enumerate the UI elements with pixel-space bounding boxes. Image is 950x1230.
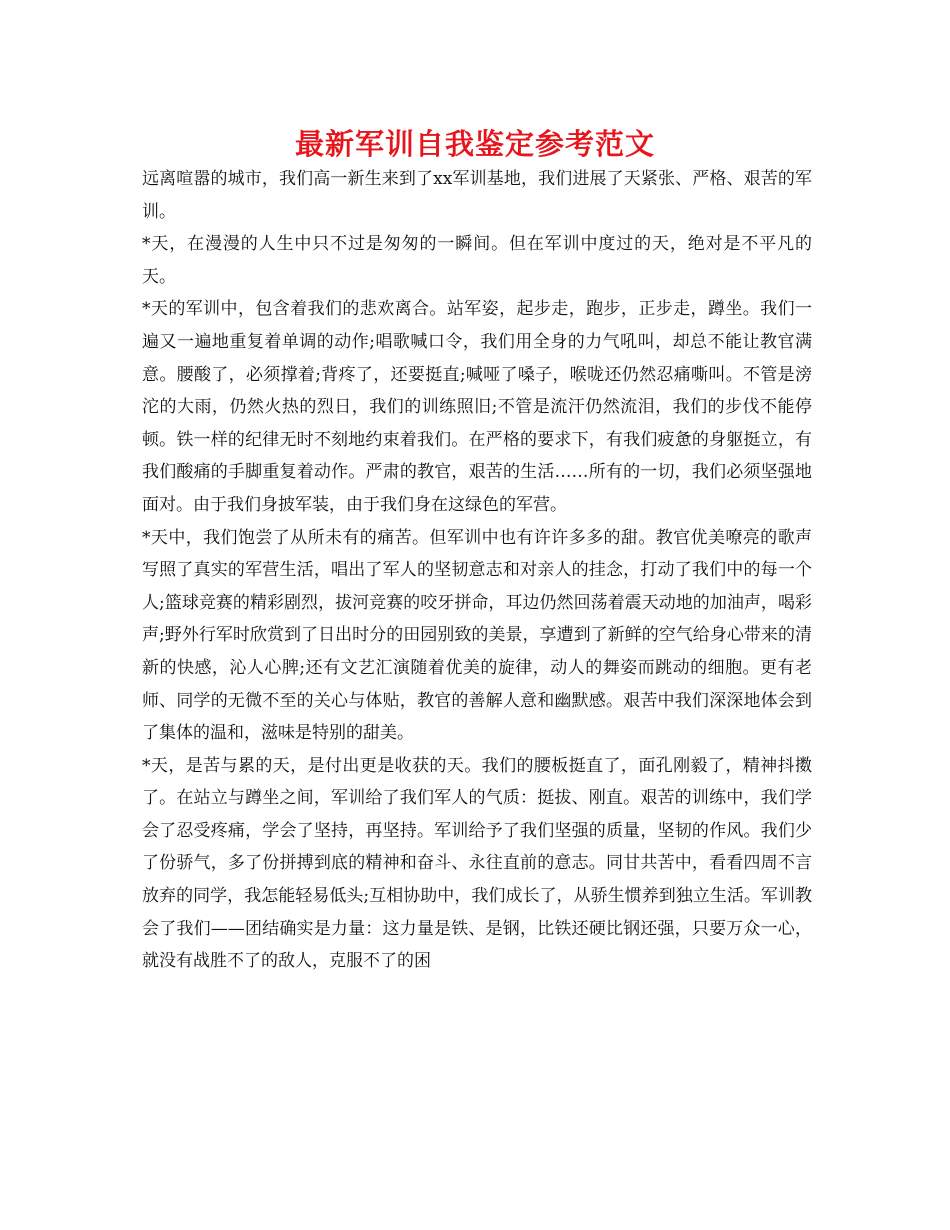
paragraph-1: 远离喧嚣的城市，我们高一新生来到了xx军训基地，我们进展了天紧张、严格、艰苦的军训。 — [142, 169, 812, 222]
paragraph-5: *天，是苦与累的天，是付出更是收获的天。我们的腰板挺直了，面孔刚毅了，精神抖擞了。在站立与蹲坐之间，军训给了我们军人的气质：挺拔、刚直。艰苦的训练中，我们学会了忍受疼痛，学会了坚持，再坚持。军训给予了我们坚强的质量，坚韧的作风。我们少了份骄气，多了份拼搏到底的精神和奋斗、永往直前的意志。同甘共苦中，看看四周不言放弃的同学，我怎能轻易低头;互相协助中，我们成长了，从骄生惯养到独立生活。军训教会了我们——团结确实是力量：这力量是铁、是钢，比铁还硬比钢还强，只要万众一心，就没有战胜不了的敌人，克服不了的困 — [142, 755, 812, 972]
paragraph-2: *天，在漫漫的人生中只不过是匆匆的一瞬间。但在军训中度过的天，绝对是不平凡的天。 — [142, 234, 812, 287]
paragraph-3: *天的军训中，包含着我们的悲欢离合。站军姿，起步走，跑步，正步走，蹲坐。我们一遍又一遍地重复着单调的动作;唱歌喊口令，我们用全身的力气吼叫，却总不能让教官满意。腰酸了，必须撑着;背疼了，还要挺直;喊哑了嗓子，喉咙还仍然忍痛嘶叫。不管是滂沱的大雨，仍然火热的烈日，我们的训练照旧;不管是流汗仍然流泪，我们的步伐不能停顿。铁一样的纪律无时不刻地约束着我们。在严格的要求下，有我们疲惫的身躯挺立，有我们酸痛的手脚重复着动作。严肃的教官，艰苦的生活……所有的一切，我们必须坚强地面对。由于我们身披军装，由于我们身在这绿色的军营。 — [142, 299, 812, 515]
document-title: 最新军训自我鉴定参考范文 — [294, 127, 655, 161]
paragraph-4: *天中，我们饱尝了从所未有的痛苦。但军训中也有许许多多的甜。教官优美嘹亮的歌声写照了真实的军营生活，唱出了军人的坚韧意志和对亲人的挂念，打动了我们中的每一个人;篮球竞赛的精彩剧烈，拔河竞赛的咬牙拼命，耳边仍然回荡着震天动地的加油声，喝彩声;野外行军时欣赏到了日出时分的田园别致的美景，享遭到了新鲜的空气给身心带来的清新的快感，沁人心脾;还有文艺汇演随着优美的旋律，动人的舞姿而跳动的细胞。更有老师、同学的无微不至的关心与体贴，教官的善解人意和幽默感。艰苦中我们深深地体会到了集体的温和，滋味是特别的甜美。 — [142, 527, 812, 744]
document-body — [142, 163, 812, 978]
